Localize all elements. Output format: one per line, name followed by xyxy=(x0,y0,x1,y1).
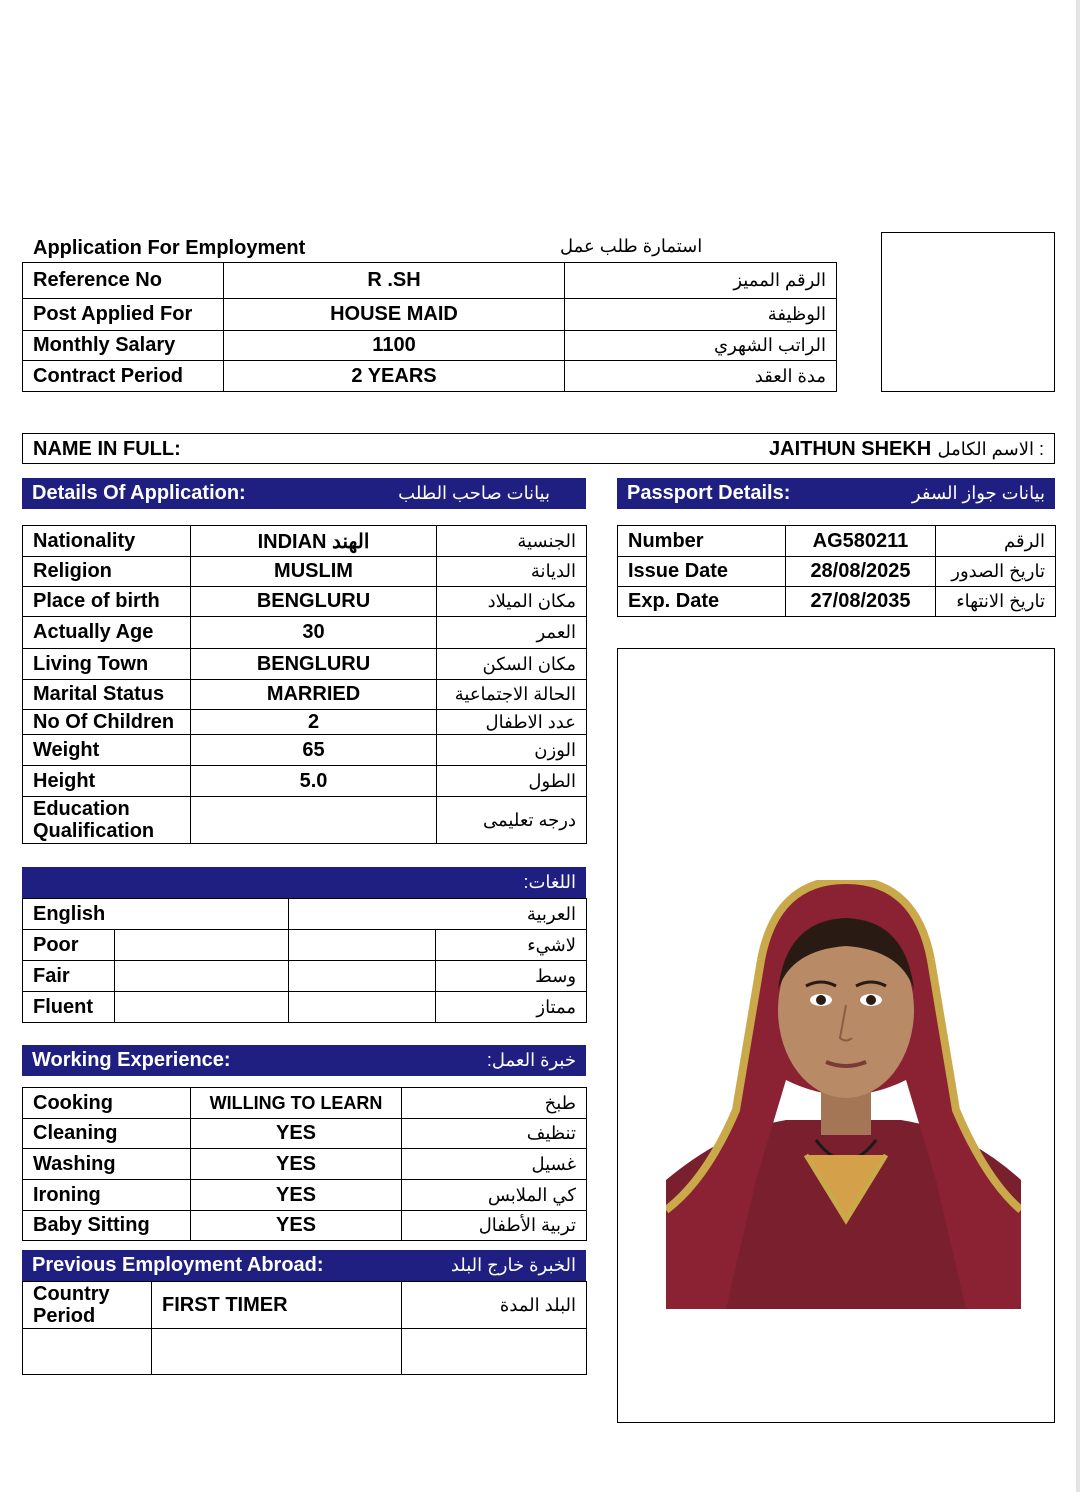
passport-number-value: AG580211 xyxy=(786,526,936,557)
post-label: Post Applied For xyxy=(23,299,224,331)
table-row xyxy=(23,961,587,992)
table-row xyxy=(23,797,587,844)
issue-date-label: Issue Date xyxy=(618,557,786,587)
expiry-date-label-arabic: تاريخ الانتهاء xyxy=(936,587,1056,617)
previous-employment-value: FIRST TIMER xyxy=(152,1282,402,1329)
table-row xyxy=(23,1180,587,1211)
table-row xyxy=(23,899,587,930)
nationality-label: Nationality xyxy=(23,526,191,557)
ironing-value: YES xyxy=(191,1180,402,1211)
table-row xyxy=(23,617,587,649)
full-name-label: NAME IN FULL: xyxy=(33,438,181,460)
salary-label-arabic: الراتب الشهري xyxy=(565,331,837,361)
education-label-line2: Qualification xyxy=(33,820,155,842)
table-row xyxy=(23,526,587,557)
fair-label: Fair xyxy=(23,961,115,992)
post-value: HOUSE MAID xyxy=(224,299,565,331)
weight-label-arabic: الوزن xyxy=(437,735,587,766)
poor-label: Poor xyxy=(23,930,115,961)
languages-title-arabic: اللغات: xyxy=(523,872,576,892)
ironing-label-arabic: كي الملابس xyxy=(402,1180,587,1211)
table-row xyxy=(23,1149,587,1180)
cooking-label-arabic: طبخ xyxy=(402,1088,587,1119)
salary-label: Monthly Salary xyxy=(23,331,224,361)
experience-section-header xyxy=(22,1045,586,1076)
washing-label-arabic: غسيل xyxy=(402,1149,587,1180)
weight-value: 65 xyxy=(191,735,437,766)
page-edge-shadow xyxy=(1076,0,1080,1492)
english-label: English xyxy=(23,899,289,930)
education-label-arabic: درجه تعليمى xyxy=(437,797,587,844)
table-row xyxy=(23,766,587,797)
education-label-line1: Education xyxy=(33,798,130,820)
applicant-details-table xyxy=(22,525,587,844)
birthplace-label-arabic: مكان الميلاد xyxy=(437,587,587,617)
table-row xyxy=(23,735,587,766)
full-name-label-arabic: : الاسم الكامل xyxy=(937,439,1044,459)
baby-sitting-label-arabic: تربية الأطفال xyxy=(402,1211,587,1241)
religion-label-arabic: الديانة xyxy=(437,557,587,587)
ironing-label: Ironing xyxy=(23,1180,191,1211)
empty-cell xyxy=(23,1329,152,1375)
arabic-label: العربية xyxy=(289,899,587,930)
full-name-value: JAITHUN SHEKH xyxy=(769,438,932,460)
reference-label: Reference No xyxy=(23,263,224,299)
birthplace-value: BENGLURU xyxy=(191,587,437,617)
passport-number-label: Number xyxy=(618,526,786,557)
table-row xyxy=(23,361,837,392)
arabic-fair-cell xyxy=(289,961,436,992)
previous-employment-section-header xyxy=(22,1250,586,1281)
height-label: Height xyxy=(23,766,191,797)
passport-number-label-arabic: الرقم xyxy=(936,526,1056,557)
applicant-photo xyxy=(666,880,1021,1309)
baby-sitting-value: YES xyxy=(191,1211,402,1241)
table-row xyxy=(23,557,587,587)
details-title: Details Of Application: xyxy=(32,482,246,504)
contract-label-arabic: مدة العقد xyxy=(565,361,837,392)
table-row xyxy=(618,587,1056,617)
table-row xyxy=(23,1282,587,1329)
living-town-label-arabic: مكان السكن xyxy=(437,649,587,680)
marital-status-label: Marital Status xyxy=(23,680,191,710)
arabic-fluent-cell xyxy=(289,992,436,1023)
fair-label-arabic: وسط xyxy=(436,961,587,992)
poor-label-arabic: لاشيء xyxy=(436,930,587,961)
fluent-label-arabic: ممتاز xyxy=(436,992,587,1023)
age-value: 30 xyxy=(191,617,437,649)
washing-value: YES xyxy=(191,1149,402,1180)
cleaning-label: Cleaning xyxy=(23,1119,191,1149)
details-section-header xyxy=(22,478,586,509)
expiry-date-value: 27/08/2035 xyxy=(786,587,936,617)
baby-sitting-label: Baby Sitting xyxy=(23,1211,191,1241)
passport-section-header xyxy=(617,478,1055,509)
table-row xyxy=(23,1119,587,1149)
table-row xyxy=(23,1088,587,1119)
age-label-arabic: العمر xyxy=(437,617,587,649)
education-label xyxy=(23,797,191,844)
table-row xyxy=(23,992,587,1023)
religion-label: Religion xyxy=(23,557,191,587)
previous-employment-table xyxy=(22,1281,587,1375)
page-title-arabic: استمارة طلب عمل xyxy=(560,236,703,256)
cleaning-label-arabic: تنظيف xyxy=(402,1119,587,1149)
table-row xyxy=(23,680,587,710)
children-label-arabic: عدد الاطفال xyxy=(437,710,587,735)
nationality-value: INDIAN الهند xyxy=(191,526,437,557)
height-value: 5.0 xyxy=(191,766,437,797)
education-value xyxy=(191,797,437,844)
experience-title-arabic: خبرة العمل: xyxy=(486,1050,576,1070)
previous-employment-title-arabic: الخبرة خارج البلد xyxy=(450,1255,576,1275)
table-row xyxy=(23,587,587,617)
salary-value: 1100 xyxy=(224,331,565,361)
nationality-label-arabic: الجنسية xyxy=(437,526,587,557)
experience-title: Working Experience: xyxy=(32,1049,231,1071)
table-row xyxy=(23,649,587,680)
reference-label-arabic: الرقم المميز xyxy=(565,263,837,299)
cleaning-value: YES xyxy=(191,1119,402,1149)
birthplace-label: Place of birth xyxy=(23,587,191,617)
country-period-label-arabic: البلد المدة xyxy=(402,1282,587,1329)
living-town-value: BENGLURU xyxy=(191,649,437,680)
english-poor-cell xyxy=(115,930,289,961)
issue-date-value: 28/08/2025 xyxy=(786,557,936,587)
table-row xyxy=(618,557,1056,587)
reference-value: R .SH xyxy=(224,263,565,299)
details-title-arabic: بيانات صاحب الطلب xyxy=(398,483,550,503)
table-row xyxy=(23,1211,587,1241)
table-row xyxy=(23,930,587,961)
post-label-arabic: الوظيفة xyxy=(565,299,837,331)
contract-value: 2 YEARS xyxy=(224,361,565,392)
table-row xyxy=(23,299,837,331)
children-value: 2 xyxy=(191,710,437,735)
photo-placeholder-box xyxy=(881,232,1055,392)
marital-status-value: MARRIED xyxy=(191,680,437,710)
empty-cell xyxy=(152,1329,402,1375)
employment-summary-table xyxy=(22,262,837,392)
religion-value: MUSLIM xyxy=(191,557,437,587)
country-label: Country xyxy=(33,1283,110,1305)
height-label-arabic: الطول xyxy=(437,766,587,797)
languages-section-header xyxy=(22,867,586,898)
expiry-date-label: Exp. Date xyxy=(618,587,786,617)
cooking-label: Cooking xyxy=(23,1088,191,1119)
page-title: Application For Employment xyxy=(33,237,306,259)
arabic-poor-cell xyxy=(289,930,436,961)
table-row xyxy=(23,263,837,299)
table-row xyxy=(23,331,837,361)
cooking-value: WILLING TO LEARN xyxy=(191,1088,402,1119)
english-fair-cell xyxy=(115,961,289,992)
country-period-label xyxy=(23,1282,152,1329)
fluent-label: Fluent xyxy=(23,992,115,1023)
period-label: Period xyxy=(33,1305,96,1327)
weight-label: Weight xyxy=(23,735,191,766)
passport-table xyxy=(617,525,1056,617)
marital-status-label-arabic: الحالة الاجتماعية xyxy=(437,680,587,710)
washing-label: Washing xyxy=(23,1149,191,1180)
table-row xyxy=(23,1329,587,1375)
issue-date-label-arabic: تاريخ الصدور xyxy=(936,557,1056,587)
table-row xyxy=(23,710,587,735)
full-name-row xyxy=(22,433,1055,464)
experience-table xyxy=(22,1087,587,1241)
languages-table xyxy=(22,898,587,1023)
passport-title-arabic: بيانات جواز السفر xyxy=(911,483,1045,503)
age-label: Actually Age xyxy=(23,617,191,649)
english-fluent-cell xyxy=(115,992,289,1023)
empty-cell xyxy=(402,1329,587,1375)
previous-employment-title: Previous Employment Abroad: xyxy=(32,1254,324,1276)
children-label: No Of Children xyxy=(23,710,191,735)
contract-label: Contract Period xyxy=(23,361,224,392)
living-town-label: Living Town xyxy=(23,649,191,680)
table-row xyxy=(618,526,1056,557)
passport-title: Passport Details: xyxy=(627,482,791,504)
